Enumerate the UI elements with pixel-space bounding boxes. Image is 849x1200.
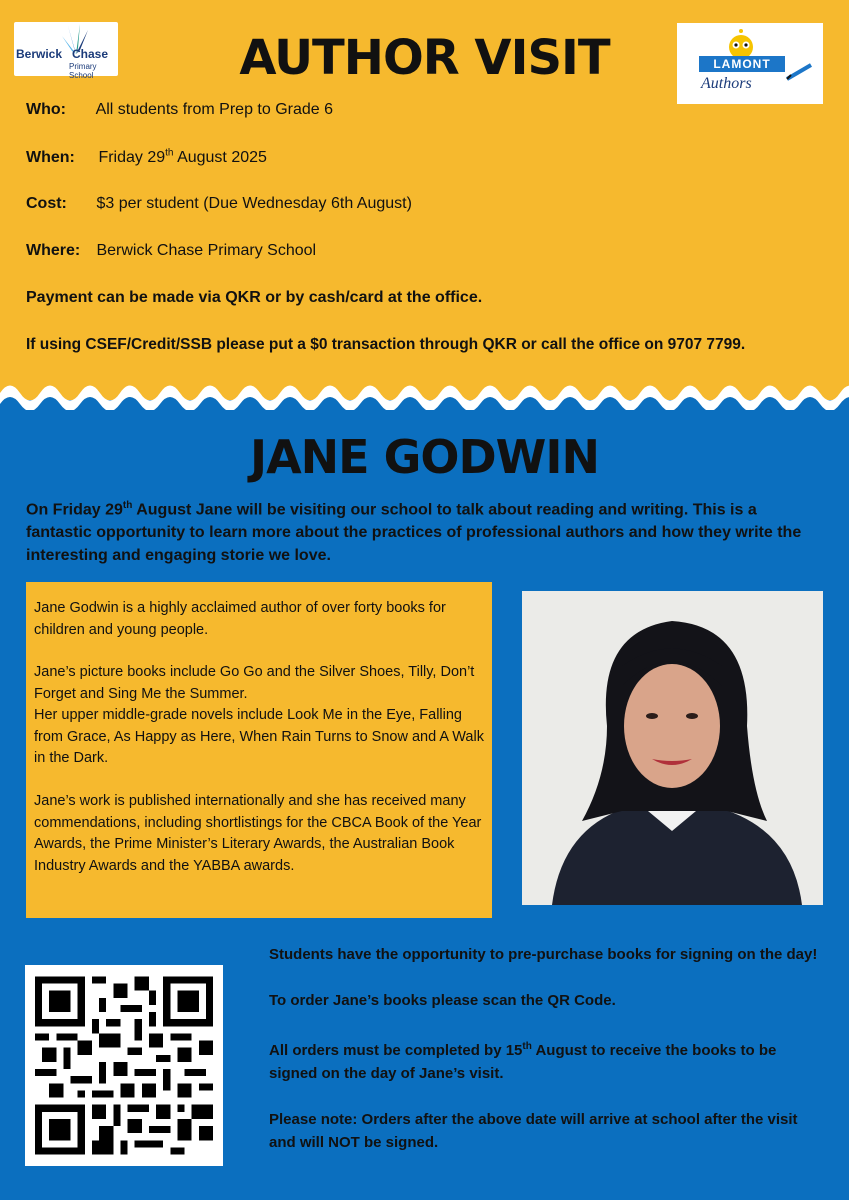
where-value: Berwick Chase Primary School — [96, 242, 317, 259]
page-title: AUTHOR VISIT — [239, 30, 610, 86]
cost-row — [26, 195, 412, 213]
when-label: When: — [26, 149, 75, 167]
qr-code-icon — [35, 975, 213, 1156]
where-row — [26, 242, 316, 260]
authors-label: Authors — [701, 75, 752, 92]
bio-paragraph: Jane’s picture books include Go Go and the Silver Shoes, Tilly, Don’t Forget and Sing Me the Summer. — [34, 664, 475, 702]
bio-paragraph: Her upper middle-grade novels include Look Me in the Eye, Falling from Grace, As Happy as Here, When Rain Turns to Snow and A Walk in the Dark. — [34, 707, 484, 766]
bio-paragraph: Jane’s work is published internationally and she has received many commendations, including shortlistings for the CBCA Book of the Year Awards, the Prime Minister’s Literary Awards, the Australian Book Industry Awards and the YABBA awards. — [34, 793, 482, 874]
who-row — [26, 101, 333, 119]
where-label: Where: — [26, 242, 81, 259]
payment-note: Payment can be made via QKR or by cash/card at the office. — [26, 289, 483, 306]
school-logo-text-2: Chase — [72, 47, 109, 61]
when-value: Friday 29th August 2025 — [98, 148, 267, 167]
author-portrait-image — [522, 591, 823, 905]
order-line: Please note: Orders after the above date will arrive at school after the visit and will NOT be signed. — [269, 1111, 798, 1151]
bio-box — [26, 582, 492, 918]
order-line: To order Jane’s books please scan the QR Code. — [269, 992, 616, 1009]
order-line: All orders must be completed by 15th August to receive the books to be signed on the day of Jane’s visit. — [269, 1041, 777, 1082]
author-photo — [522, 591, 823, 905]
qr-code[interactable] — [25, 965, 223, 1166]
cost-value: $3 per student (Due Wednesday 6th August) — [96, 195, 412, 212]
csef-note: If using CSEF/Credit/SSB please put a $0 transaction through QKR or call the office on 9707 7799. — [26, 336, 746, 353]
school-logo-text-3: Primary School — [69, 62, 97, 80]
who-label: Who: — [26, 101, 66, 118]
order-line: Students have the opportunity to pre-purchase books for signing on the day! — [269, 946, 818, 963]
author-intro: On Friday 29th August Jane will be visiting our school to talk about reading and writing. This is a fantastic opportunity to learn more about the practices of professional authors and how they write the interesting and engaging storie we love. — [26, 500, 802, 565]
when-row — [26, 148, 267, 167]
school-logo-text-1: Berwick — [16, 47, 63, 61]
author-name: JANE GODWIN — [249, 430, 600, 484]
cost-label: Cost: — [26, 195, 67, 212]
who-value: All students from Prep to Grade 6 — [95, 101, 334, 118]
ordering-info — [269, 943, 824, 1177]
lamont-label: LAMONT — [699, 56, 785, 72]
bio-paragraph: Jane Godwin is a highly acclaimed author of over forty books for children and young people. — [34, 600, 446, 638]
